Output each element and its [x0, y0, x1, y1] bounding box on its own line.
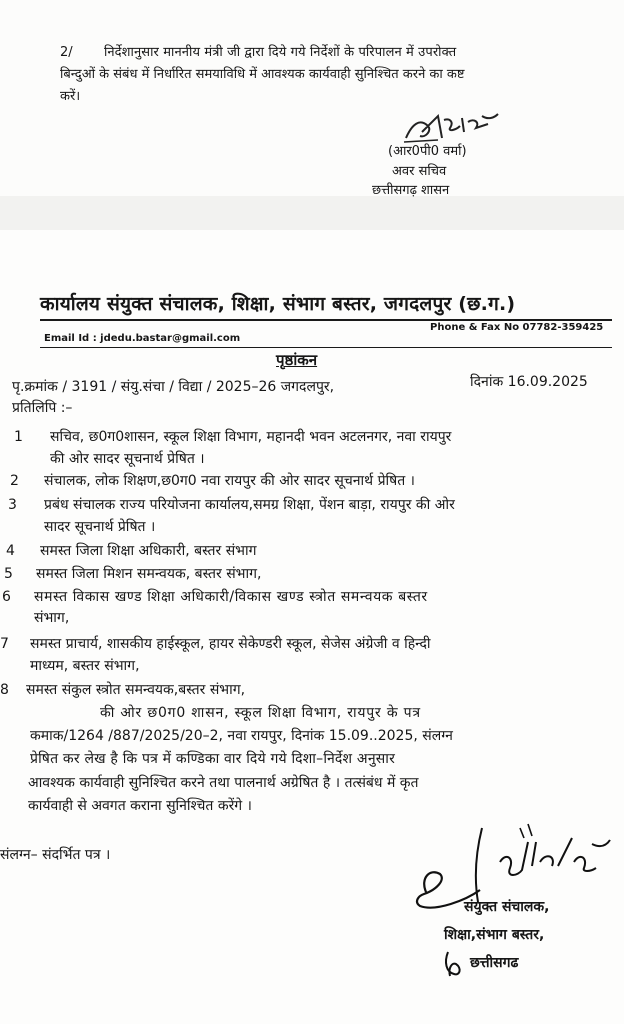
recipient-line: समस्त विकास खण्ड शिक्षा अधिकारी/विकास खण्ड स्त्रोत समन्वयक बस्तर — [34, 589, 428, 605]
header-rule-lower — [40, 347, 612, 348]
recipient-line: माध्यम, बस्तर संभाग, — [30, 658, 140, 674]
recipient-number: 2 — [10, 473, 19, 489]
recipient-line: समस्त जिला मिशन समन्वयक, बस्तर संभाग, — [36, 566, 262, 582]
enclosure-note: संलग्न– संदर्भित पत्र । — [0, 847, 111, 863]
recipient-line: की ओर सादर सूचनार्थ प्रेषित । — [50, 451, 205, 467]
email-id: Email Id : jdedu.bastar@gmail.com — [44, 333, 241, 344]
paragraph-number: 2/ — [60, 45, 73, 60]
body-line-1: की ओर छ0ग0 शासन, स्कूल शिक्षा विभाग, रायपुर के पत्र — [100, 705, 421, 721]
signer-title: अवर सचिव — [392, 164, 447, 179]
phone-fax: Phone & Fax No 07782-359425 — [430, 322, 604, 333]
recipient-number: 3 — [8, 497, 17, 513]
initial-mark — [440, 948, 468, 980]
page-gap — [0, 196, 624, 230]
recipient-line: सचिव, छ0ग0शासन, स्कूल शिक्षा विभाग, महानदी भवन अटलनगर, नवा रायपुर — [50, 429, 452, 445]
paragraph-line-1: निर्देशानुसार माननीय मंत्री जी द्वारा दिये गये निर्देशों के परिपालन में उपरोक्त — [104, 45, 457, 60]
endorsement-heading: पृष्ठांकन — [276, 351, 318, 369]
recipient-number: 7 — [0, 636, 9, 652]
paragraph-line-2: बिन्दुओं के संबंध में निर्धारित समयाविधि में आवश्यक कार्यवाही सुनिश्चित करने का कष्ट — [60, 67, 465, 82]
recipient-number: 1 — [14, 429, 23, 445]
signatory-title-2: शिक्षा,संभाग बस्तर, — [444, 927, 545, 943]
recipient-number: 8 — [0, 682, 9, 698]
body-line-5: कार्यवाही से अवगत कराना सुनिश्चित करेंगे । — [28, 798, 252, 814]
paragraph-line-3: करें। — [60, 89, 81, 104]
body-line-3: प्रेषित कर लेख है कि पत्र में कण्डिका वार दिये गये दिशा–निर्देश अनुसार — [30, 751, 396, 767]
recipient-line: संचालक, लोक शिक्षण,छ0ग0 नवा रायपुर की ओर सादर सूचनार्थ प्रेषित । — [44, 473, 415, 489]
recipient-number: 4 — [6, 543, 15, 559]
recipient-line: संभाग, — [34, 610, 70, 626]
reference-number: पृ.क्रमांक / 3191 / संयु.संचा / विद्या / 2025–26 जगदलपुर, — [12, 379, 335, 395]
header-rule — [40, 319, 612, 321]
office-title: कार्यालय संयुक्त संचालक, शिक्षा, संभाग बस्तर, जगदलपुर (छ.ग.) — [40, 293, 516, 315]
recipient-number: 6 — [2, 589, 11, 605]
signatory-title-1: संयुक्त संचालक, — [464, 899, 550, 915]
recipient-number: 5 — [4, 566, 13, 582]
signer-name: (आर0पी0 वर्मा) — [388, 144, 467, 159]
body-line-4: आवश्यक कार्यवाही सुनिश्चित करने तथा पालनार्थ अग्रेषित है । तत्संबंध में कृत — [28, 775, 419, 791]
copy-to-label: प्रतिलिपि :– — [12, 400, 73, 416]
recipient-line: समस्त प्राचार्य, शासकीय हाईस्कूल, हायर सेकेण्डरी स्कूल, सेजेस अंग्रेजी व हिन्दी — [30, 636, 431, 652]
recipient-line: प्रबंध संचालक राज्य परियोजना कार्यालय,समग्र शिक्षा, पेंशन बाड़ा, रायपुर की ओर — [44, 497, 455, 513]
recipient-line: सादर सूचनार्थ प्रेषित । — [44, 519, 156, 535]
recipient-line: समस्त जिला शिक्षा अधिकारी, बस्तर संभाग — [40, 543, 257, 559]
signatory-title-3: छत्तीसगढ — [470, 955, 519, 971]
signer-org: छत्तीसगढ़ शासन — [372, 183, 450, 198]
body-line-2: कमाक/1264 /887/2025/20–2, नवा रायपुर, दिनांक 15.09..2025, संलग्न — [30, 728, 453, 744]
endorsement-date: दिनांक 16.09.2025 — [470, 374, 588, 390]
previous-letter-page — [0, 0, 624, 196]
recipient-line: समस्त संकुल स्त्रोत समन्वयक,बस्तर संभाग, — [26, 682, 246, 698]
